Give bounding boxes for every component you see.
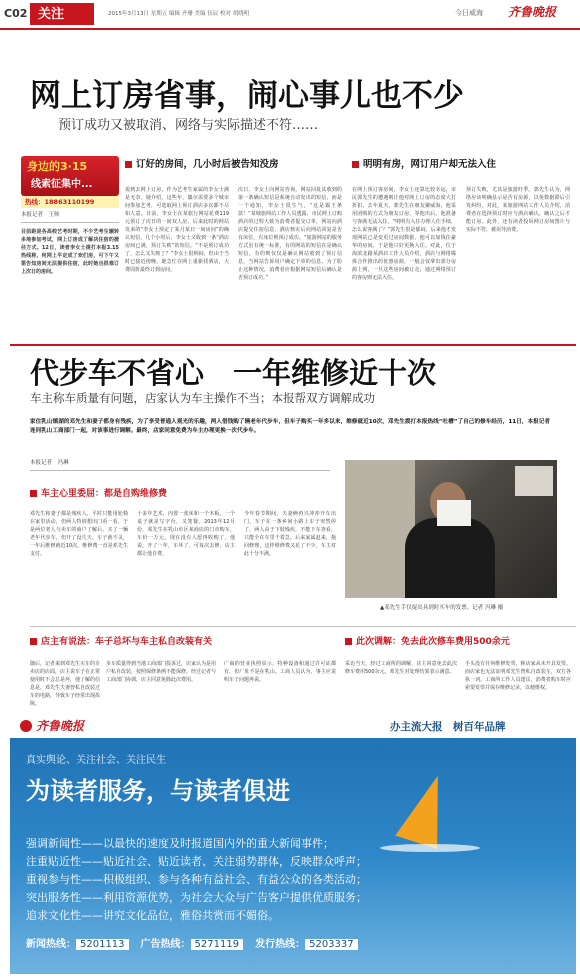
story1-headline: 网上订房省事，闹心事儿也不少 — [30, 78, 464, 114]
story2-column-7: 采访当天，经过工商所的调解，店主同意免去此次修车费用500余元，邓先生对处理结果表示满意。 — [345, 661, 457, 675]
wave-splash — [380, 844, 480, 852]
section-divider — [10, 344, 576, 346]
story1-intro: 目前距是各高校艺考时期，不少艺考生辗转多地参加考试，网上订房成了解决住宿的捷径方式。12日，读者李女士提打本报3.15热线称，何网上平定成了欢们房，可下午又第告知房间无法提供住宿，此时她也很难订上次日的房间。 — [21, 229, 119, 275]
story2-subhead-b: 店主有说法：车子总坏与车主私自改装有关 — [30, 636, 212, 649]
divider — [30, 470, 330, 471]
promo-banner — [10, 716, 576, 974]
story2-column-3: 今年春节期间，夫妻俩再兴冲冲开车出门，车子在一条乡间小路上车子突然停了，两人由于下肢残疾，不能下车查看，只能全在车里干着急。后来家属赶来，拖回修理，这样维修费又花了不少，车主对此十分不满。 — [244, 511, 336, 557]
page-number: C02 — [4, 7, 28, 20]
story1-column-1: 说到去网上订房，作为艺考生家属的李女士满是无奈。她介绍，这些年，偶尔需要多个城市间参加艺考，可选取网上预订酒店多次都不尽如人意。日前，李女士在某旅行网站花费119元预订了次日的一间双人房，后来此时的网站发来的“李女士预定了某月某日一间房间”的确认短信，几个小时后，李女士又收到一条“酒店房间已满，预订失败”的短信。“不是预订成功了，怎么又失败了？”李女士很纳闷，但由于当时已接近傍晚，她急忙在网上重新找酒店，大费周折最终订到房间。 — [125, 187, 229, 273]
story1-column-3: 在网上预订客房间，李女士还算比较幸运，市民郭先生的遭遇则让他对网上订房的态度大打折扣。去年夏天，郭先生在朋友聚威海，他采用团购的方式为朋友订房，等他出后，他准备与客满无法入住。“明明有入住办理人住手续，怎么说客满了？”郭先生很是郁闷，后来他才发现网站已是变更过房间数据，他可以加钱住豪华的房间，于是他只好更换入住。对此，位于海滨北路某酒店工作人员介绍，酒店与网络媒体合作推出的优惠房源，一般会仅拿出部分房源上网，一旦这些房间被订走，通过网络预订的客房则无法入住。 — [352, 187, 456, 281]
brand-label: 今日威海 — [455, 9, 483, 17]
story2-lead: 家住乳山镇湖的邓先生和妻子都身有残疾，为了享受普通人观光的乐趣，两人借钱购了辆老年代步车，但车子购买一年多以来，维修就近10次，邓先生拨打本报热线“吐槽”了自己的修车经历，11日，本报记者连同乳山工商部门一起，对该事进行调解。最终，店家同意免费为车主办理更换一次代步车。 — [30, 419, 550, 434]
section-tab: 关注 — [30, 3, 94, 25]
badge-subtitle: 线索征集中... — [31, 179, 93, 190]
banner-line-5: 追求文化性——讲究文化品位，雅俗共赏而不媚俗。 — [26, 909, 279, 922]
windsurfer-illustration — [395, 769, 458, 849]
divider — [30, 626, 576, 627]
story2-column-8: 手头没有任何维修发票，称店家从未开具发票。而店家也无法证明邓先生曾私自改装车，双方各执一词。工商所工作人员建议，消费者购车时应索要发票并保存维修记录，以便维权。 — [465, 661, 571, 691]
banner-logo: 齐鲁晚报 — [36, 719, 85, 733]
banner-line-4: 突出服务性——利用资源优势，为社会大众与广告客户提供优质服务； — [26, 891, 367, 904]
badge-title: 身边的3·15 — [27, 160, 88, 173]
banner-line-1: 强调新闻性——以最快的速度及时报道国内外的重大新闻事件； — [26, 837, 334, 850]
story1-subhead-b: 明明有房，网订用户却无法入住 — [352, 158, 496, 172]
story2-column-4: 随后，记者来到邓先生买车的专卖店的店面，店主说车子在正常使用时不会总是坏，他了解的信息是，邓先生夫妻曾私自改装过车的电路，导致车子经常出现故障。 — [30, 661, 100, 707]
banner-hotlines: 新闻热线： 5201113 广告热线： 5271119 发行热线： 5203337 — [26, 938, 358, 953]
ad-hotline: 5271119 — [191, 939, 244, 950]
story1-column-4: 预订失败，尤其是旅游旺季。郭先生认为，网络应该明确显示是否有房源，以免数据滞后引发纠纷。对此，某旅游网站工作人员介绍，消费者在选择预订时应与酒店确认，确认之后才能订房。此外，还有读者投诉网订房间图片与实际不符，被误导消费。 — [466, 187, 570, 233]
story2-column-1: 邓先生和妻子都是残疾人，平时只能用轮椅在家里活动，但两人特别想出门看一看，于是两位老人与卖车的商户了解后，买了一辆老年代步车，但开了没几天，车子就不灵，一年后维修就近10次，维修费一直是邓先生支付。 — [30, 511, 128, 557]
story2-column-2: 十多年艺术，内置一张床和一个木板，一个桌子就是写字台，又笼餐。2013年12月份，邓先生在乳山市区某商店的门市购车，车价一万元，现在没有人愿再收购了，他说，开了一年，车坏了，可每次去修，店主都让他自费。 — [137, 511, 235, 557]
banner-headline: 为读者服务，与读者俱进 — [26, 776, 290, 805]
story2-subhead-a: 车主心里委屈：都是自购维修费 — [30, 488, 167, 501]
news-photo — [345, 460, 557, 598]
badge-315 — [21, 156, 119, 196]
hotline-number: 热线：18863110199 — [21, 196, 119, 208]
photo-receipt — [437, 500, 471, 526]
issue-date: 2015年3月13日 星期五 编辑 齐珊 美编 伍辰 校对 胡晓明 — [108, 11, 250, 17]
square-bullet-icon — [30, 638, 37, 645]
banner-motto: 办主流大报 树百年品牌 — [390, 721, 506, 733]
story1-subhead-a: 订好的房间，几小时后被告知没房 — [125, 158, 279, 172]
square-bullet-icon — [352, 161, 359, 168]
story1-column-2: 次日，李女士向网站咨询，网站回复其收到的第一条确认短信是系统自动发出的短信，而是一个通知，李女士很生气，“这是霸王条款！”某城旅网站工作人员透露，市民网上订购酒店的过程大致为消费者提交订单，网站向酒店提交住宿信息，酒店核实后向网站回复是否有床位，有床位则预订成功。“旅游网站的服务方式虽有统一标准，有的网站的短信在是确认短信，有的则仅仅是确认网站收到了预订信息，当网站告诉用户确定下单的信息，为了防止这种情况，消费者应根据网站短信后确认是否预订成功。” — [238, 187, 342, 281]
story2-byline: 本报记者 冯琳 — [30, 460, 69, 466]
photo-caption: ▲邓先生手仅捉出具到时买车的发票。记者 冯琳 摄 — [380, 605, 504, 611]
story2-column-5: 步车质量得到当地工商部门投诉过，店家认为是用户私自改装，按照保修条例不能保修。经过记者与工商部门协调，店主同意免除此次费用。 — [106, 661, 216, 683]
story2-headline: 代步车不省心 一年维修近十次 — [30, 356, 437, 390]
story2-column-6: 广商的营业执照显示，特种设备和通过许可证都有，但厂址不是在乳山。工商人员认为，事主应说明车子问题再说。 — [224, 661, 336, 683]
banner-kicker: 真实舆论、关注社会、关注民生 — [26, 755, 166, 766]
banner-line-3: 重视参与性——积极组织、参与各种有益社会、有益公众的各类活动； — [26, 873, 367, 886]
photo-person-body — [405, 518, 495, 598]
square-bullet-icon — [125, 161, 132, 168]
distribution-hotline: 5203337 — [305, 939, 358, 950]
divider — [21, 222, 119, 223]
banner-line-2: 注重贴近性——贴近社会、贴近读者、关注弱势群体，反映群众呼声； — [26, 855, 367, 868]
square-bullet-icon — [345, 638, 352, 645]
story1-subtitle: 预订成功又被取消、网络与实际描述不符…… — [58, 118, 319, 133]
square-bullet-icon — [30, 490, 37, 497]
wave-logo-icon — [20, 720, 32, 732]
news-hotline: 5201113 — [76, 939, 129, 950]
newspaper-logo: 齐鲁晚报 — [508, 5, 557, 19]
story2-subhead-c: 此次调解：免去此次修车费用500余元 — [345, 636, 510, 649]
story1-byline: 本报记者 王帅 — [21, 212, 60, 218]
photo-appliance — [515, 466, 553, 496]
story2-subtitle: 车主称车质量有问题，店家认为车主操作不当；本报帮双方调解成功 — [30, 391, 375, 405]
